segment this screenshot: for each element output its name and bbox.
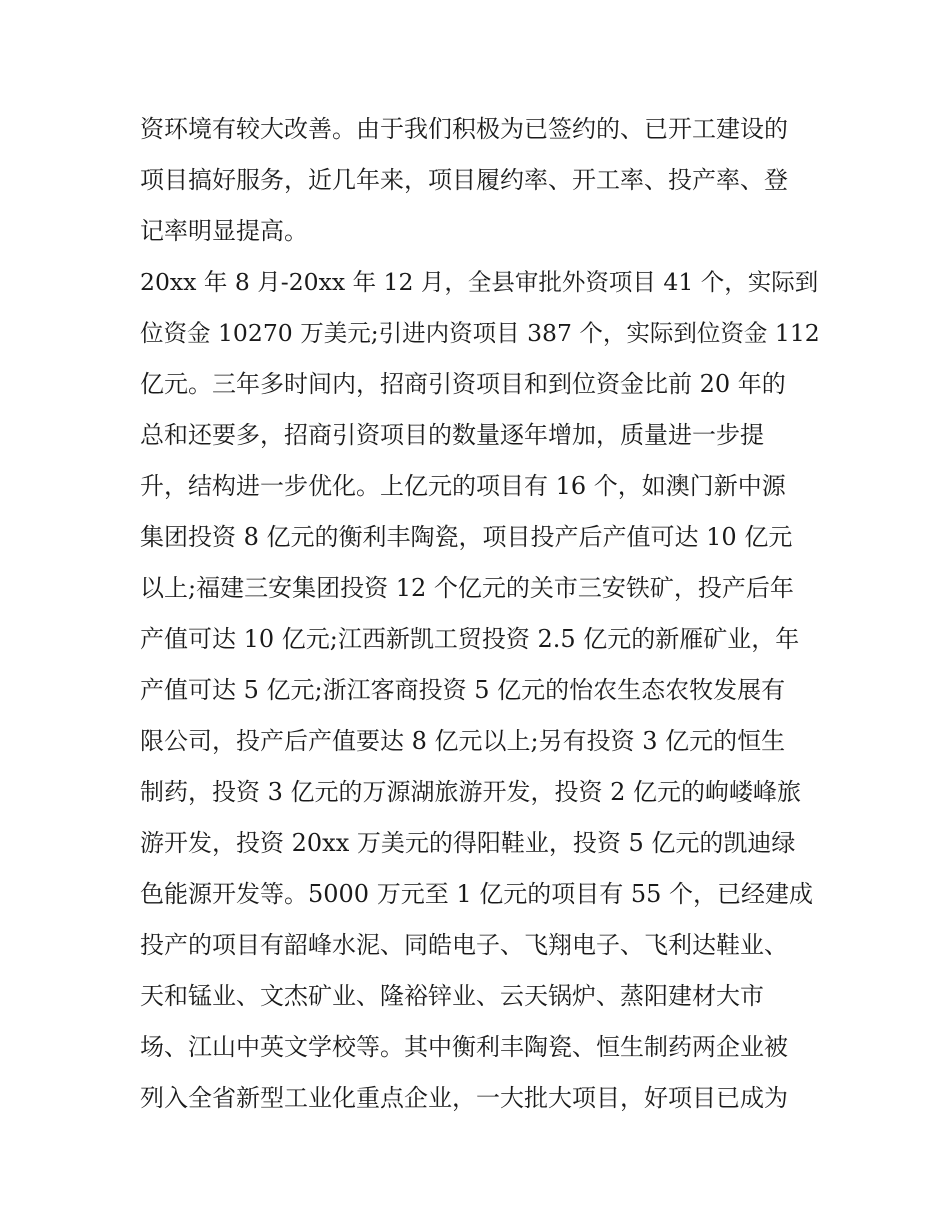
text-line: 以上;福建三安集团投资 12 个亿元的关市三安铁矿，投产后年 xyxy=(140,574,794,602)
text-line: 限公司，投产后产值要达 8 亿元以上;另有投资 3 亿元的恒生 xyxy=(140,727,786,755)
body-text xyxy=(140,104,820,1124)
text-line: 场、江山中英文学校等。其中衡利丰陶瓷、恒生制药两企业被 xyxy=(140,1033,788,1061)
text-line: 制药，投资 3 亿元的万源湖旅游开发，投资 2 亿元的岣嵝峰旅 xyxy=(140,778,802,806)
text-line: 集团投资 8 亿元的衡利丰陶瓷，项目投产后产值可达 10 亿元 xyxy=(140,523,793,551)
text-line: 亿元。三年多时间内，招商引资项目和到位资金比前 20 年的 xyxy=(140,370,786,398)
text-line: 产值可达 5 亿元;浙江客商投资 5 亿元的怡农生态农牧发展有 xyxy=(140,676,786,704)
text-line: 资环境有较大改善。由于我们积极为已签约的、已开工建设的 xyxy=(140,115,788,143)
text-line: 色能源开发等。5000 万元至 1 亿元的项目有 55 个，已经建成 xyxy=(140,880,814,908)
text-line: 天和锰业、文杰矿业、隆裕锌业、云天锅炉、蒸阳建材大市 xyxy=(140,982,764,1010)
text-line: 列入全省新型工业化重点企业，一大批大项目，好项目已成为 xyxy=(140,1084,788,1112)
text-line: 项目搞好服务，近几年来，项目履约率、开工率、投产率、登 xyxy=(140,166,788,194)
text-line: 升，结构进一步优化。上亿元的项目有 16 个，如澳门新中源 xyxy=(140,472,786,500)
text-line: 游开发，投资 20xx 万美元的得阳鞋业，投资 5 亿元的凯迪绿 xyxy=(140,829,796,857)
text-line: 位资金 10270 万美元;引进内资项目 387 个，实际到位资金 112 xyxy=(140,319,820,347)
text-line: 总和还要多，招商引资项目的数量逐年增加，质量进一步提 xyxy=(140,421,764,449)
text-line: 20xx 年 8 月-20xx 年 12 月，全县审批外资项目 41 个，实际到 xyxy=(140,268,819,296)
text-line: 产值可达 10 亿元;江西新凯工贸投资 2.5 亿元的新雁矿业，年 xyxy=(140,625,800,653)
text-line: 记率明显提高。 xyxy=(140,217,308,245)
text-line: 投产的项目有韶峰水泥、同皓电子、飞翔电子、飞利达鞋业、 xyxy=(140,931,788,959)
